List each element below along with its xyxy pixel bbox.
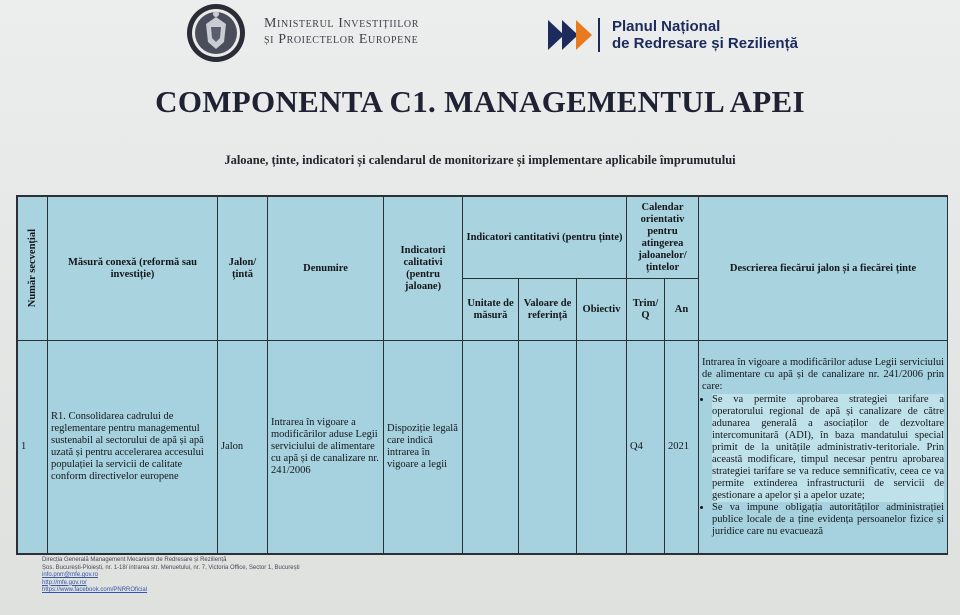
- cell-trim: Q4: [627, 341, 665, 554]
- cell-obiectiv: [577, 341, 627, 554]
- desc-list: [702, 394, 944, 538]
- header-unitate: Unitate de măsură: [463, 279, 519, 341]
- cell-masura: R1. Consolidarea cadrului de reglementare pentru managementul sustenabil al sectorului de apă și apă uzată și pentru accelerarea accesului populației la servicii de calitate conform directivelor europene: [48, 341, 218, 554]
- header-an: An: [665, 279, 699, 341]
- header-numar-secvential: [18, 197, 48, 341]
- pnrr-line-1: Planul Național: [612, 18, 721, 35]
- page-title: COMPONENTA C1. MANAGEMENTUL APEI: [155, 84, 805, 119]
- cell-an: 2021: [665, 341, 699, 554]
- header-masura: Măsură conexă (reformă sau investiție): [48, 197, 218, 341]
- milestones-table: [16, 195, 948, 555]
- table-row: [18, 341, 948, 554]
- cell-jalon: Jalon: [218, 341, 268, 554]
- pnrr-arrows-logo-icon: [548, 18, 606, 52]
- cell-calitativi: Dispoziție legală care indică intrarea în vigoare a legii: [384, 341, 463, 554]
- page-subtitle: Jaloane, ținte, indicatori și calendarul de monitorizare și implementare aplicabile împrumutului: [224, 153, 736, 167]
- footer-line-2: Șos. București-Ploiești, nr. 1-18/ intrarea str. Menuetului, nr. 7, Victoria Office, Sector 1, București: [42, 564, 300, 571]
- cell-nr: 1: [18, 341, 48, 554]
- header-jalon: Jalon/ țintă: [218, 197, 268, 341]
- romanian-government-crest-icon: [180, 2, 252, 64]
- header-denumire: Denumire: [268, 197, 384, 341]
- cell-unitate: [463, 341, 519, 554]
- header-numar-text: Număr secvențial: [26, 229, 38, 308]
- desc-item-1: • Se va permite aprobarea strategiei tarifare a operatorului regional de apă și canalizare de către adunarea generală a asociaților de dezvoltare intercomunitară (ADI), în baza mandatului special primit de la unitățile administrativ-teritoriale. Prin această modificare, timpul necesar pentru aprobarea strategiei tarifare se va reduce semnificativ, ceea ce va permite extinderea infrastructurii de servicii de gestionare a apelor și a apelor uzate;: [712, 394, 944, 502]
- footer-email-link[interactable]: info.pnrr@mfe.gov.ro: [42, 572, 99, 578]
- cell-descriere: [699, 341, 948, 554]
- desc-intro: Intrarea în vigoare a modificărilor aduse Legii serviciului de alimentare cu apă și de canalizare nr. 241/2006 prin care:: [702, 356, 945, 392]
- pnrr-name: [612, 18, 798, 52]
- header-descriere: Descrierea fiecărui jalon și a fiecărei ținte: [699, 197, 948, 341]
- ministry-line-1: Ministerul Investițiilor: [264, 16, 419, 31]
- header-indicatori-cantitativi: Indicatori cantitativi (pentru ținte): [463, 197, 627, 279]
- desc-item-2: • Se va impune obligația autorităților administrației publice locale de a ține evidența persoanelor fizice și juridice care nu evacuează: [712, 502, 944, 538]
- header-indicatori-calitativi: Indicatori calitativi (pentru jaloane): [384, 197, 463, 341]
- header-calendar: Calendar orientativ pentru atingerea jaloanelor/ țintelor: [627, 197, 699, 279]
- header-valoare: Valoare de referință: [519, 279, 577, 341]
- ministry-name: [264, 16, 419, 48]
- header-obiectiv: Obiectiv: [577, 279, 627, 341]
- cell-valoare: [519, 341, 577, 554]
- cell-denumire: Intrarea în vigoare a modificărilor aduse Legii serviciului de alimentare cu apă și de canalizare nr. 241/2006: [268, 341, 384, 554]
- footer-website-link[interactable]: http://mfe.gov.ro/: [42, 579, 87, 586]
- footer-line-1: Direcția Generală Management Mecanism de Redresare și Reziliență: [42, 557, 227, 563]
- footer-facebook-link[interactable]: https://www.facebook.com/PNRROficial: [42, 587, 148, 593]
- footer-contact: [42, 557, 462, 595]
- pnrr-line-2: de Redresare și Reziliență: [612, 35, 798, 52]
- header-trim: Trim/ Q: [627, 279, 665, 341]
- ministry-line-2: și Proiectelor Europene: [264, 32, 419, 47]
